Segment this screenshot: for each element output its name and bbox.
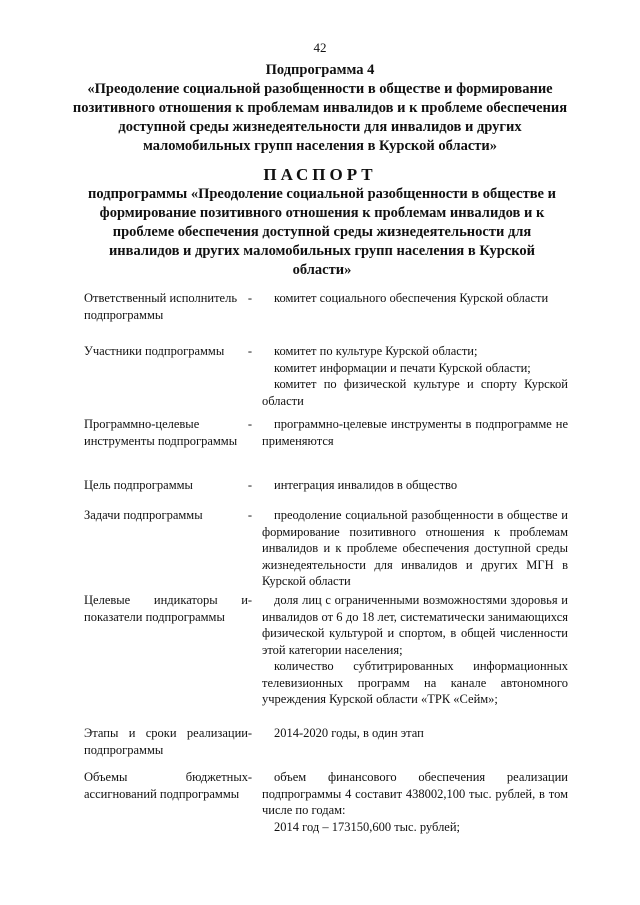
passport-subtitle: подпрограммы «Преодоление социальной разобщенности в обществе и формирование позитивного отношения к проблемам инвалидов и к проблеме обеспечения доступной среды жизнедеятельности для инвалидов и других маломобильных групп населения в Курской области» [88,186,556,278]
row-dash: - [247,593,253,607]
passport-title: ПАСПОРТ [263,165,377,184]
value-line: комитет социального обеспечения Курской области [274,291,549,305]
row-dash: - [247,508,253,522]
row-label: Ответственный исполнитель подпрограммы [84,291,238,322]
row-value [262,416,568,449]
row-label: Задачи подпрограммы [84,508,203,522]
row-value [262,477,568,494]
value-line: комитет информации и печати Курской области; [274,360,531,375]
row-label: Целевые индикаторы и показатели подпрограммы [84,593,248,624]
row-dash: - [247,291,253,305]
row-value [262,507,568,590]
row-value [262,592,568,708]
value-line: доля лиц с ограниченными возможностями здоровья и инвалидов от 6 до 18 лет, систематически занимающихся физической культурой и спортом, в общей численности этой категории населения; [262,593,568,657]
row-value [262,769,568,835]
value-line: 2014 год – 173150,600 тыс. рублей; [274,819,461,834]
row-dash: - [247,344,253,358]
value-line: объем финансового обеспечения реализации подпрограммы 4 составит 438002,100 тыс. рублей, в том числе по годам: [262,770,568,817]
subprogram-name: «Преодоление социальной разобщенности в обществе и формирование позитивного отношения к проблемам инвалидов и к проблеме обеспечения доступной среды жизнедеятельности для инвалидов и других маломобильных групп населения в Курской области» [72,81,568,154]
row-dash: - [247,770,253,784]
subprogram-title: Подпрограмма 4 [265,62,375,78]
row-value [262,343,568,409]
value-line: комитет по физической культуре и спорту Курской области [262,377,568,408]
value-line: количество субтитрированных информационных телевизионных программ на канале автономного учреждения Курской области «ТРК «Сейм»; [262,659,568,706]
value-line: 2014-2020 годы, в один этап [274,726,424,740]
row-label: Участники подпрограммы [84,344,225,358]
row-label: Цель подпрограммы [84,478,193,492]
row-label: Объемы бюджетных ассигнований подпрограммы [84,770,248,801]
row-value [262,290,568,307]
value-line: преодоление социальной разобщенности в обществе и формирование позитивного отношения к проблемам инвалидов и к проблеме обеспечения доступной среды жизнедеятельности для инвалидов и других МГН в Курской области [262,508,568,588]
value-line: интеграция инвалидов в общество [274,478,458,492]
value-line: комитет по культуре Курской области; [274,344,478,358]
row-label: Этапы и сроки реализации подпрограммы [84,726,248,757]
row-dash: - [247,726,253,740]
row-dash: - [247,478,253,492]
row-value [262,725,568,742]
page-number: 42 [313,40,327,55]
row-label: Программно-целевые инструменты подпрограммы [84,417,238,448]
value-line: программно-целевые инструменты в подпрограмме не применяются [262,417,568,448]
row-dash: - [247,417,253,431]
